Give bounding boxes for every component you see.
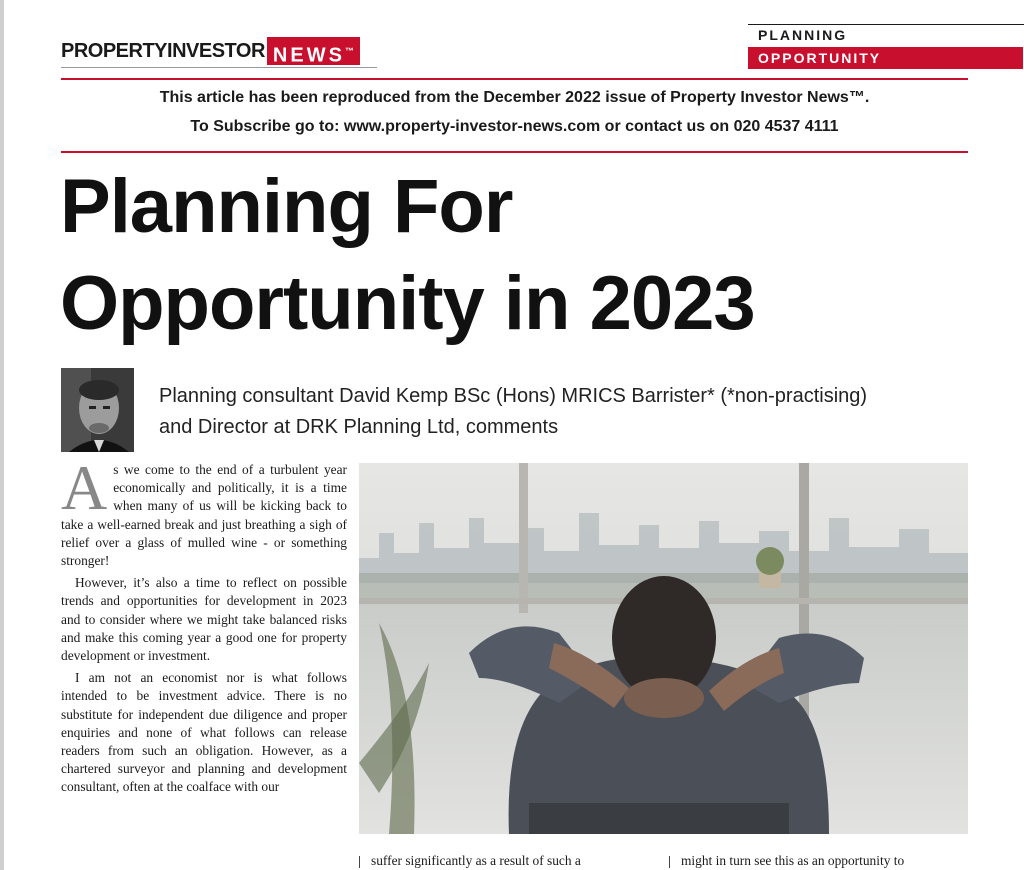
masthead-red-text: NEWS™ xyxy=(267,37,360,65)
drop-cap: A xyxy=(61,452,108,523)
section-label-opportunity: OPPORTUNITY xyxy=(748,47,1023,69)
author-portrait xyxy=(61,368,134,452)
notice-line-2: To Subscribe go to: www.property-investor-news.com or contact us on 020 4537 4111 xyxy=(190,118,839,135)
page-edge xyxy=(0,0,4,870)
article-column-2-fragment: suffer significantly as a result of such a xyxy=(371,853,581,868)
masthead-plain-text: PROPERTYINVESTOR xyxy=(61,40,265,62)
article-paragraph-2: However, it’s also a time to reflect on possible trends and opportunities for development in 2023 and to consider where we might take balanced risks and make this coming year a good one for property development or investment. xyxy=(61,575,347,664)
article-paragraph-3: I am not an economist nor is what follows intended to be investment advice. There is no substitute for independent due diligence and proper enquiries and none of what follows can release readers from such an obligation. However, as a chartered surveyor and planning and development consultant, often at the coalface with our xyxy=(61,670,347,795)
article-headline: Planning For Opportunity in 2023 xyxy=(60,164,755,346)
notice-line-1: This article has been reproduced from the December 2022 issue of Property Investor News™. xyxy=(159,89,870,106)
article-paragraph-1: As we come to the end of a turbulent year economically and politically, it is a time when many of us will be kicking back to take a well-earned break and just breathing a sigh of relief over a glass of mulled wine - or something stronger! xyxy=(61,452,347,569)
column-divider-1 xyxy=(359,856,360,868)
masthead-rule xyxy=(61,67,377,68)
article-column-3-fragment: might in turn see this as an opportunity to xyxy=(681,853,905,868)
article-byline: Planning consultant David Kemp BSc (Hons) MRICS Barrister* (*non-practising) and Director at DRK Planning Ltd, comments xyxy=(159,385,868,438)
notice-top-rule xyxy=(61,78,968,80)
article-photo-man-relaxing xyxy=(359,463,968,834)
section-label-planning: PLANNING xyxy=(758,27,848,43)
article-column-1 xyxy=(61,452,347,801)
notice-bottom-rule xyxy=(61,151,968,153)
masthead-logo xyxy=(61,37,360,65)
column-divider-2 xyxy=(669,856,670,868)
section-rule xyxy=(748,24,1024,25)
